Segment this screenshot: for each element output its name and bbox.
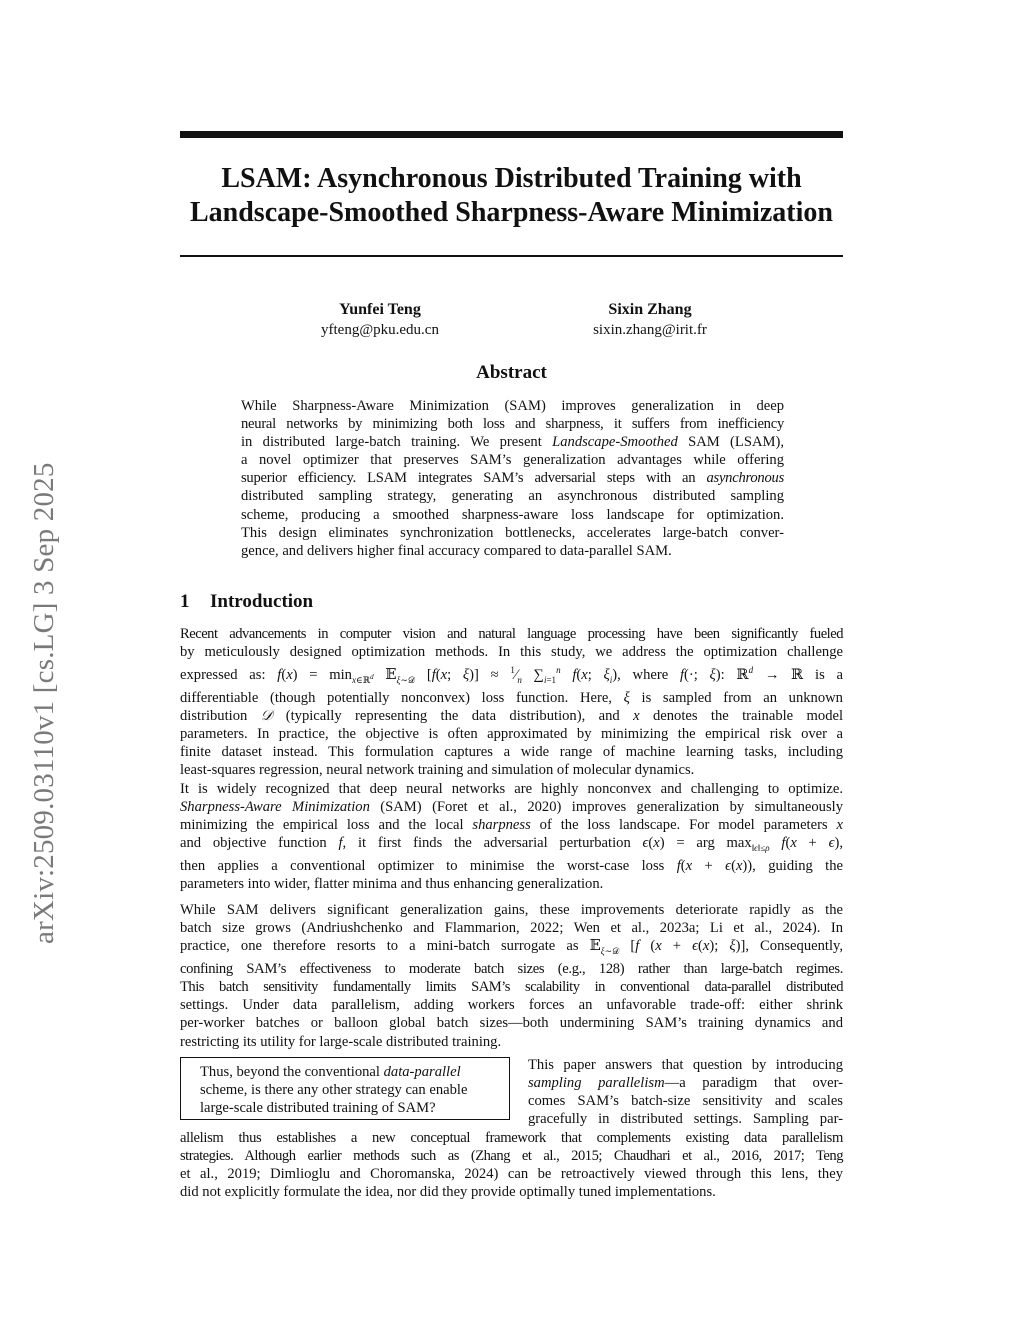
text-line: practice, one therefore resorts to a mini-batch surrogate as 𝔼$_{\xi\sim 𝒟}$ [f (x + ϵ(x); ξ)], Consequently, [180, 938, 844, 957]
paper-title [160, 162, 863, 230]
text-line: least-squares regression, neural network training and simulation of molecular dynamics. [180, 762, 695, 779]
paragraph [180, 1129, 843, 1201]
text-line: allelism thus establishes a new conceptual framework that complements existing data parallelism [180, 1130, 843, 1146]
text-line: parameters into wider, flatter minima and thus enhancing generalization. [180, 876, 604, 893]
text-line: per-worker batches or balloon global batch sizes—both undermining SAM’s training dynamics and [180, 1015, 843, 1032]
text-line: comes SAM’s batch-size sensitivity and scales [528, 1093, 843, 1110]
paragraph [180, 901, 843, 1051]
text-line: distribution 𝒟 (typically representing the data distribution), and x denotes the trainable model [180, 708, 844, 725]
abstract-body [241, 397, 784, 560]
text-line: gracefully in distributed settings. Sampling par- [528, 1111, 843, 1128]
abstract-line: scheme, producing a smoothed sharpness-aware loss landscape for optimization. [241, 506, 784, 523]
text-line: differentiable (though potentially nonconvex) loss function. Here, ξ is sampled from an unknown [180, 690, 843, 707]
paragraph-wrap [528, 1056, 843, 1128]
abstract-line: superior efficiency. LSAM integrates SAM’s adversarial steps with an asynchronous [241, 470, 784, 487]
title-line-1: LSAM: Asynchronous Distributed Training with [221, 163, 802, 194]
section-title: Introduction [210, 591, 314, 612]
text-line: settings. Under data parallelism, adding workers forces an unfavorable trade-off: either shrink [180, 997, 843, 1014]
math-expression: f [277, 667, 282, 684]
abstract-line: While Sharpness-Aware Minimization (SAM) improves generalization in deep [241, 398, 784, 414]
title-line-2: Landscape-Smoothed Sharpness-Aware Minimization [189, 197, 833, 228]
text-line: minimizing the empirical loss and the local sharpness of the loss landscape. For model parameters x [180, 817, 843, 834]
author-name: Sixin Zhang [608, 301, 692, 318]
text-line: then applies a conventional optimizer to minimise the worst-case loss f(x + ϵ(x)), guiding the [180, 858, 843, 875]
abstract-line: gence, and delivers higher final accuracy compared to data-parallel SAM. [241, 542, 672, 559]
section-heading [180, 590, 313, 614]
research-question-box [180, 1057, 510, 1120]
author-email: sixin.zhang@irit.fr [593, 322, 707, 338]
text-line: strategies. Although earlier methods such as (Zhang et al., 2015; Chaudhari et al., 2016, 2017; Teng [180, 1148, 843, 1165]
author-email: yfteng@pku.edu.cn [321, 322, 439, 338]
text-line: confining SAM’s effectiveness to moderate batch sizes (e.g., 128) rather than large-batch regimes. [180, 961, 843, 978]
author-name: Yunfei Teng [339, 301, 421, 318]
text-line: scheme, is there any other strategy can enable [200, 1082, 468, 1099]
text-line: Recent advancements in computer vision and natural language processing have been significantly fueled [180, 626, 843, 642]
text-line: sampling parallelism—a paradigm that over- [528, 1075, 843, 1092]
abstract-heading: Abstract [476, 362, 547, 383]
text-line: large-scale distributed training of SAM? [200, 1100, 436, 1117]
text-line: finite dataset instead. This formulation captures a wide range of machine learning tasks, including [180, 744, 843, 761]
section-number: 1 [180, 591, 190, 612]
abstract-line: neural networks by minimizing both loss and sharpness, it suffers from inefficiency [241, 416, 784, 433]
text-line: While SAM delivers significant generalization gains, these improvements deteriorate rapidly as the [180, 902, 843, 918]
text-line: Thus, beyond the conventional data-parallel [200, 1064, 461, 1080]
title-top-rule [180, 131, 843, 138]
abstract-line: This design eliminates synchronization bottlenecks, accelerates large-batch conver- [241, 524, 784, 541]
text-line: This batch sensitivity fundamentally limits SAM’s scalability in conventional data-parallel distributed [180, 979, 843, 996]
abstract-line: distributed sampling strategy, generating an asynchronous distributed sampling [241, 488, 784, 505]
text-line: It is widely recognized that deep neural networks are highly nonconvex and challenging to optimize. [180, 781, 843, 797]
text-line: did not explicitly formulate the idea, nor did they provide optimally tuned implementations. [180, 1184, 716, 1201]
author-block [290, 300, 470, 340]
paragraph [180, 625, 843, 780]
text-line: parameters. In practice, the objective is often approximated by minimizing the empirical risk over a [180, 726, 843, 743]
author-block [555, 300, 745, 340]
paragraph [180, 780, 843, 893]
text-line: batch size grows (Andriushchenko and Flammarion, 2022; Wen et al., 2023a; Li et al., 2024). In [180, 920, 843, 937]
text-line: by meticulously designed optimization methods. In this study, we address the optimization challenge [180, 644, 843, 661]
text-line: expressed as: $f(x) = \min_{x\in ℝ^d}$ 𝔼$_{\xi\sim 𝒟}$ [f(x; $\xi)] \approx ^1⁄_n$ $\sum_{i=1}^n$ f(x; $\xi_i$), where f(·; ξ): ℝ$^d$ → ℝ is a [180, 665, 843, 685]
arxiv-identifier-stamp: arXiv:2509.03110v1 [cs.LG] 3 Sep 2025 [28, 462, 60, 944]
text-line: This paper answers that question by introducing [528, 1057, 843, 1073]
abstract-line: a novel optimizer that preserves SAM’s generalization advantages while offering [241, 452, 784, 469]
text-line: et al., 2019; Dimlioglu and Choromanska, 2024) can be retroactively viewed through this lens, they [180, 1166, 843, 1183]
text-line: Sharpness-Aware Minimization (SAM) (Foret et al., 2020) improves generalization by simultaneously [180, 799, 843, 816]
text-line: and objective function f, it first finds the adversarial perturbation ϵ(x) = arg $\max_{‖\epsilon‖\le\rho} f(x + \epsilon)$, [180, 835, 843, 854]
text-line: restricting its utility for large-scale distributed training. [180, 1033, 502, 1050]
title-bottom-rule [180, 255, 843, 257]
abstract-line: in distributed large-batch training. We present Landscape-Smoothed SAM (LSAM), [241, 434, 784, 451]
